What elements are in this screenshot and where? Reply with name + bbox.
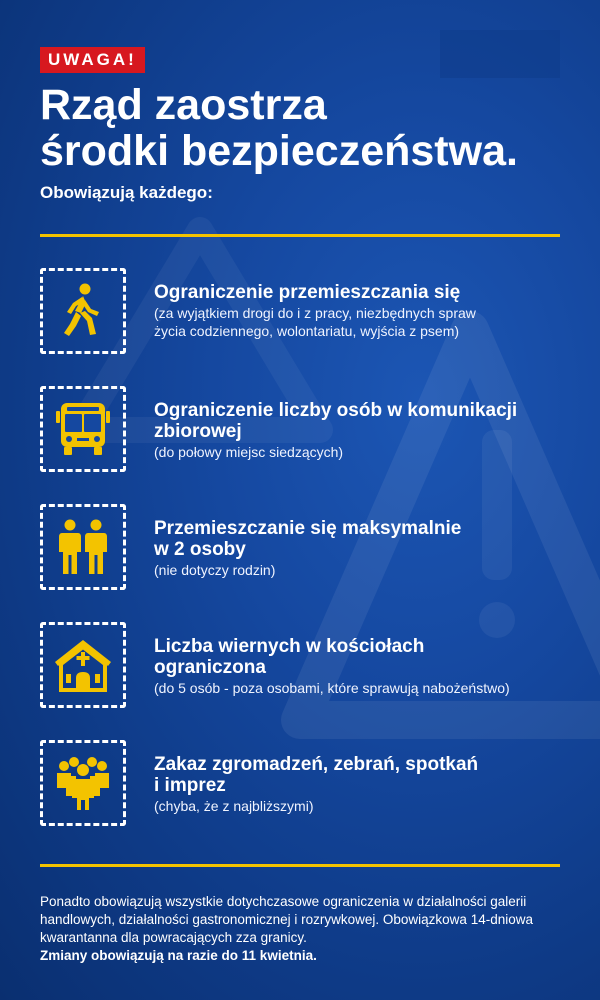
decorative-band [440, 30, 560, 78]
icon-frame [40, 268, 126, 354]
item-note: (chyba, że z najbliższymi) [154, 798, 314, 814]
divider-bottom [40, 864, 560, 867]
page-title [40, 82, 580, 174]
footer-notes [40, 893, 570, 965]
icon-frame [40, 622, 126, 708]
walking-person-icon [61, 283, 105, 339]
title-line-2: środki bezpieczeństwa. [40, 127, 518, 175]
icon-frame [40, 386, 126, 472]
footer-validity: Zmiany obowiązują na razie do 11 kwietnia. [40, 948, 317, 963]
item-heading: Zakaz zgromadzeń, zebrań, spotkań i imprez [154, 754, 479, 796]
item-heading: Przemieszczanie się maksymalnie w 2 osoby [154, 518, 462, 560]
footer-text: Ponadto obowiązują wszystkie dotychczasowe ograniczenia w działalności galerii handlowych, działalności gastronomicznej i rozrywkowej. Obowiązkowa 14-dniowa kwarantanna dla powracających zza granicy. [40, 894, 533, 945]
restriction-item-gatherings [40, 740, 580, 832]
item-heading: Ograniczenie liczby osób w komunikacji zbiorowej [154, 400, 518, 442]
bus-icon [54, 401, 112, 457]
restriction-item-public-transport [40, 386, 580, 478]
item-note: (nie dotyczy rodzin) [154, 562, 276, 578]
title-line-1: Rząd zaostrza [40, 81, 327, 129]
item-note: (za wyjątkiem drogi do i z pracy, niezbędnych spraw życia codziennego, wolontariatu, wyjścia z psem) [154, 305, 476, 339]
warning-badge: UWAGA! [40, 47, 145, 73]
item-heading: Ograniczenie przemieszczania się [154, 282, 461, 303]
item-note: (do połowy miejsc siedzących) [154, 444, 344, 460]
crowd-icon [54, 756, 112, 810]
icon-frame [40, 740, 126, 826]
restriction-item-movement [40, 268, 580, 360]
church-icon [53, 638, 113, 692]
divider-top [40, 234, 560, 237]
item-heading: Liczba wiernych w kościołach ograniczona [154, 636, 425, 678]
two-people-icon [56, 519, 110, 575]
restriction-item-churches [40, 622, 580, 714]
item-note: (do 5 osób - poza osobami, które sprawują nabożeństwo) [154, 680, 510, 696]
restriction-item-two-people [40, 504, 580, 596]
icon-frame [40, 504, 126, 590]
subtitle: Obowiązują każdego: [40, 183, 213, 202]
